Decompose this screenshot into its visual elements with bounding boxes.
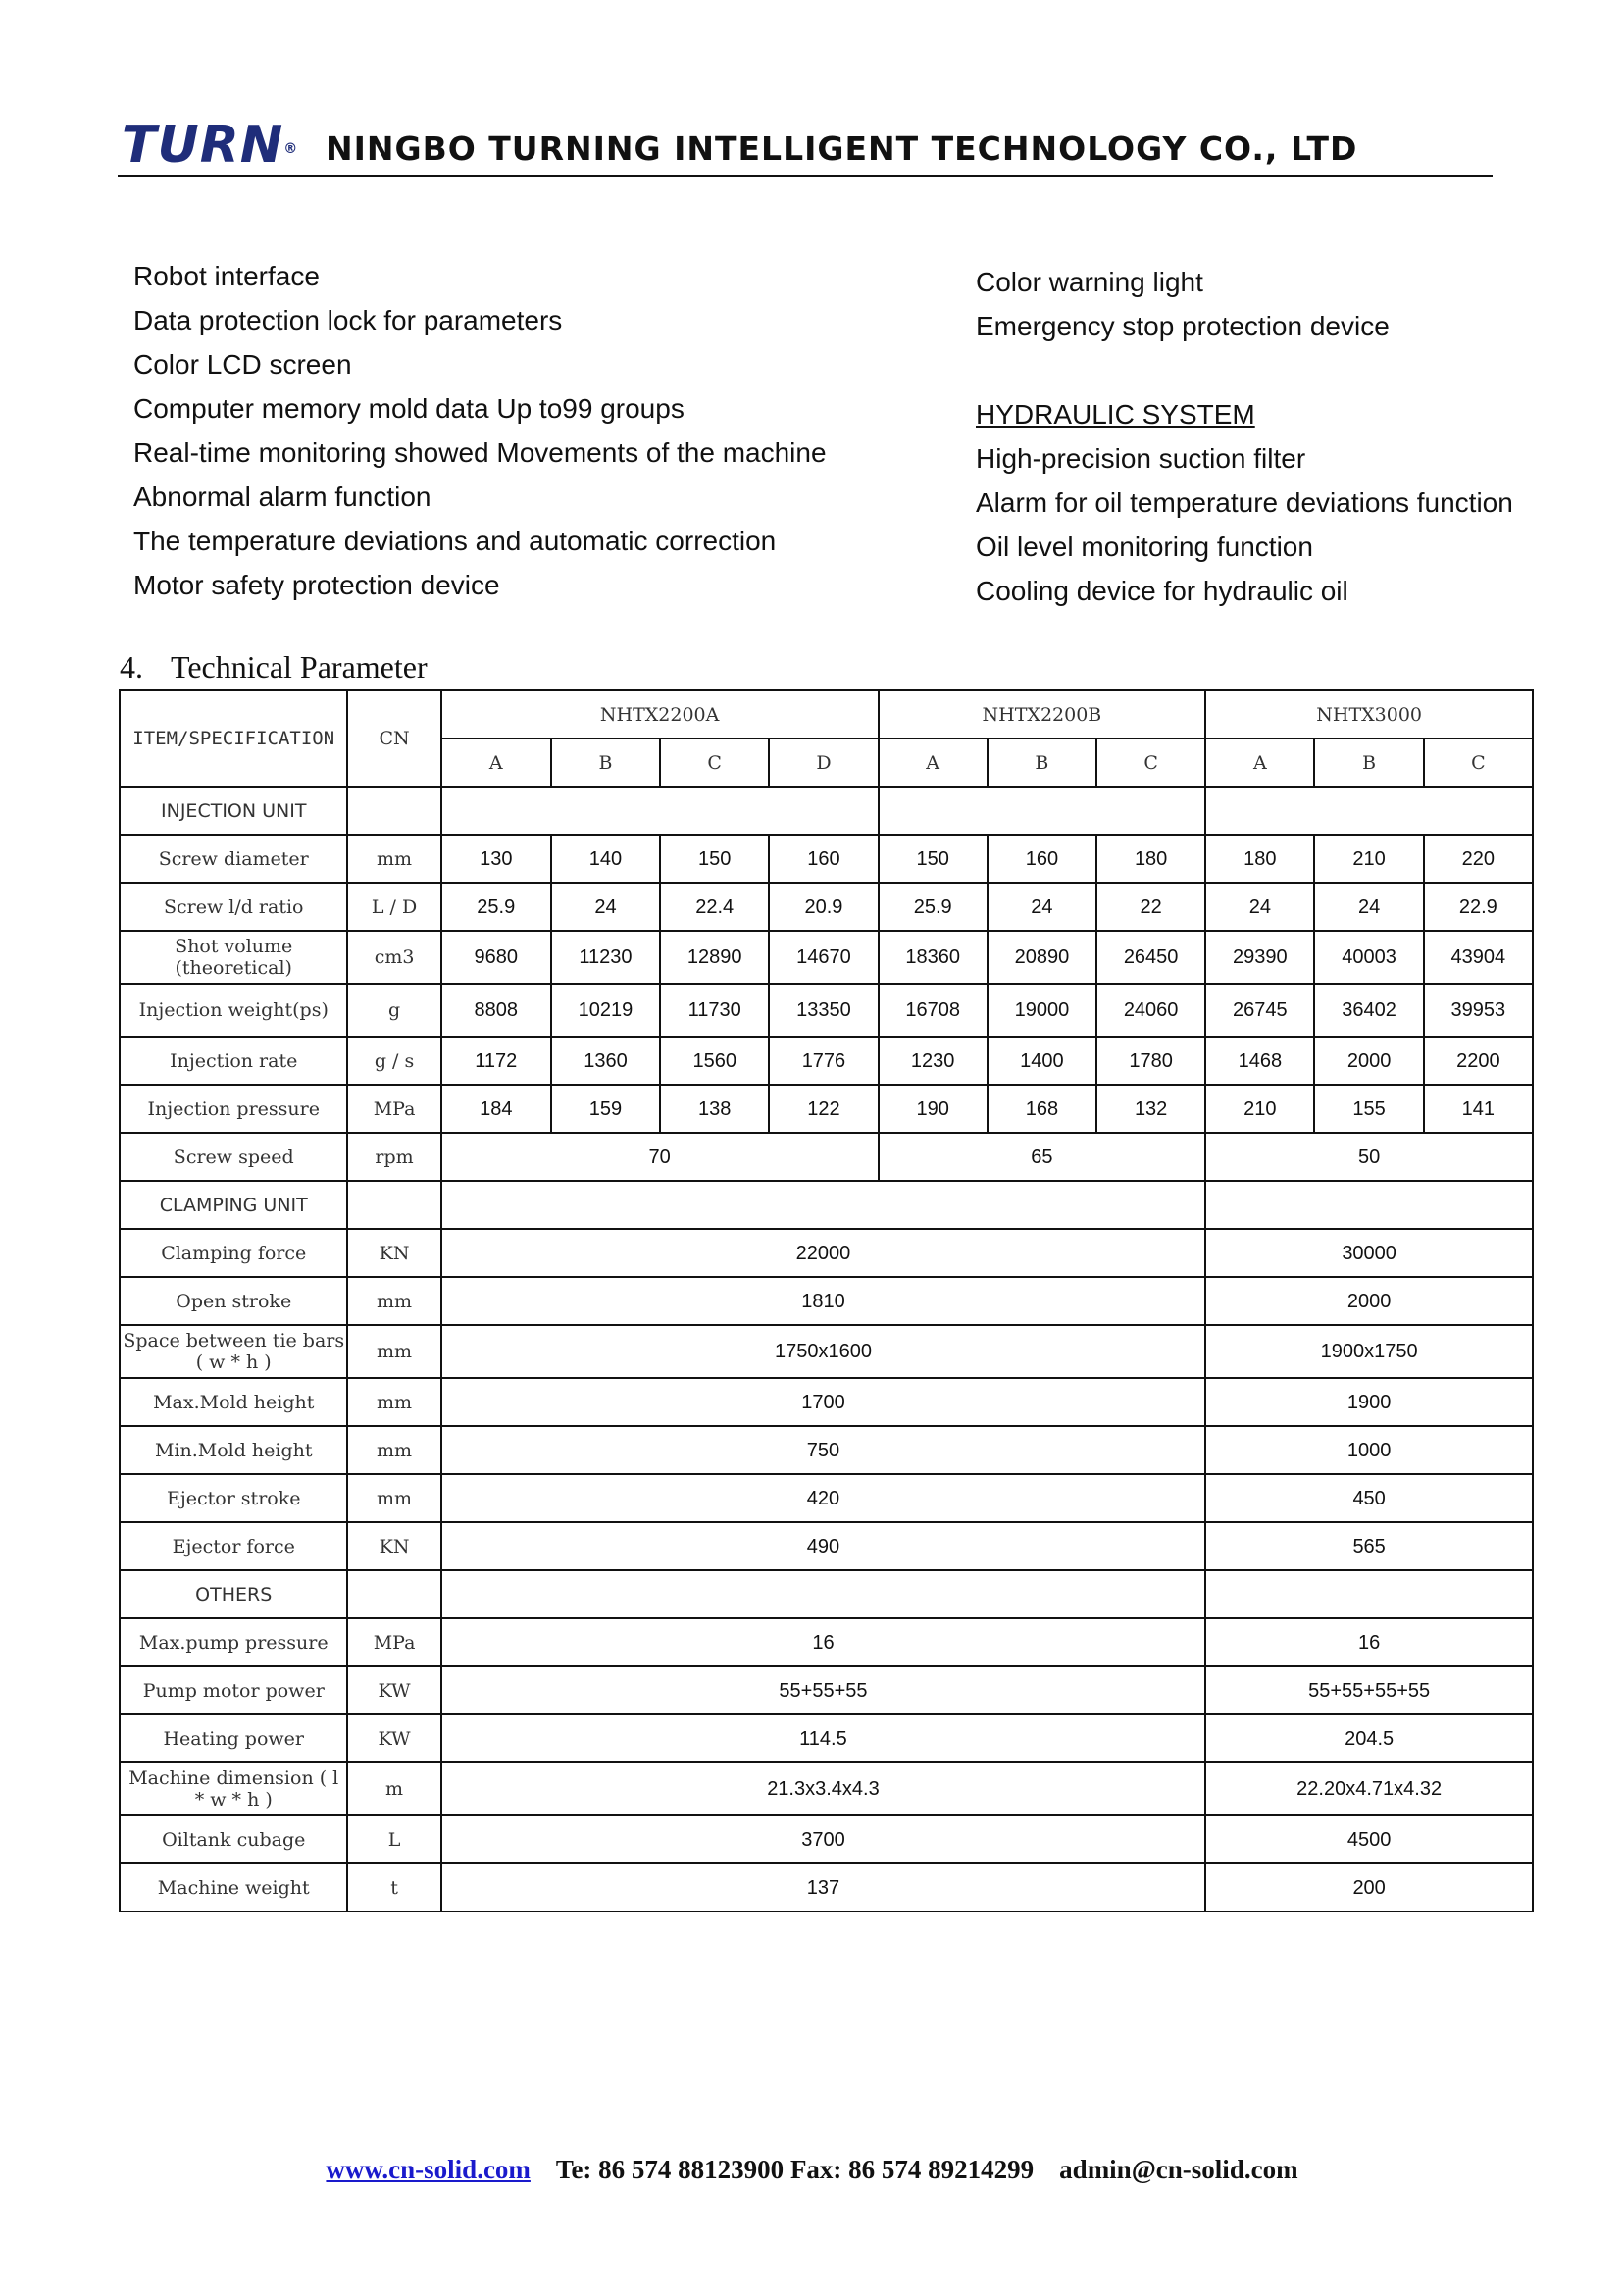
spec-value: 29390 — [1205, 931, 1314, 984]
model-header: NHTX3000 — [1205, 690, 1533, 739]
spec-value: 19000 — [988, 984, 1096, 1037]
spec-label: Max.pump pressure — [120, 1618, 347, 1666]
spec-value: 1400 — [988, 1037, 1096, 1085]
variant-header: B — [1314, 739, 1423, 787]
spec-value: 1000 — [1205, 1426, 1533, 1474]
section-label: OTHERS — [120, 1570, 347, 1618]
spec-value: 2000 — [1314, 1037, 1423, 1085]
spec-value: 39953 — [1424, 984, 1533, 1037]
spec-value: 26745 — [1205, 984, 1314, 1037]
spec-value: 180 — [1096, 835, 1205, 883]
feature-item: Color LCD screen — [133, 349, 352, 380]
spec-value: 180 — [1205, 835, 1314, 883]
spec-row — [120, 1762, 1533, 1815]
spec-row — [120, 1474, 1533, 1522]
spec-unit: m — [347, 1762, 440, 1815]
spec-value: 114.5 — [441, 1714, 1206, 1762]
feature-item: Robot interface — [133, 261, 320, 291]
spec-value: 70 — [441, 1133, 879, 1181]
spec-unit: mm — [347, 835, 440, 883]
hydraulic-system-heading: HYDRAULIC SYSTEM — [976, 399, 1255, 430]
footer-tel: Te: 86 574 88123900 — [555, 2155, 785, 2184]
spec-row — [120, 1714, 1533, 1762]
spec-value: 36402 — [1314, 984, 1423, 1037]
technical-parameter-table — [119, 689, 1534, 1912]
spec-label: Clamping force — [120, 1229, 347, 1277]
spec-value: 22.9 — [1424, 883, 1533, 931]
spec-value: 20.9 — [769, 883, 878, 931]
spec-value: 24 — [988, 883, 1096, 931]
company-logo — [122, 116, 298, 175]
spec-label: Screw speed — [120, 1133, 347, 1181]
spec-value: 25.9 — [879, 883, 988, 931]
spec-value: 16 — [1205, 1618, 1533, 1666]
spec-value: 132 — [1096, 1085, 1205, 1133]
spec-value: 10219 — [551, 984, 660, 1037]
spec-value: 40003 — [1314, 931, 1423, 984]
spec-value: 141 — [1424, 1085, 1533, 1133]
section-label: CLAMPING UNIT — [120, 1181, 347, 1229]
spec-value: 1230 — [879, 1037, 988, 1085]
spec-value: 13350 — [769, 984, 878, 1037]
feature-item: High-precision suction filter — [976, 443, 1306, 474]
spec-value: 22000 — [441, 1229, 1206, 1277]
empty-cell — [347, 787, 440, 835]
variant-header: C — [1424, 739, 1533, 787]
spec-label: Open stroke — [120, 1277, 347, 1325]
spec-value: 8808 — [441, 984, 551, 1037]
spec-label: Ejector force — [120, 1522, 347, 1570]
feature-item: Abnormal alarm function — [133, 482, 431, 512]
spec-unit: MPa — [347, 1085, 440, 1133]
spec-value: 24 — [551, 883, 660, 931]
model-header: NHTX2200A — [441, 690, 879, 739]
spec-value: 204.5 — [1205, 1714, 1533, 1762]
feature-item: Alarm for oil temperature deviations function — [976, 487, 1513, 518]
spec-unit: mm — [347, 1277, 440, 1325]
spec-label: Heating power — [120, 1714, 347, 1762]
spec-value: 210 — [1205, 1085, 1314, 1133]
spec-value: 1780 — [1096, 1037, 1205, 1085]
spec-label: Screw diameter — [120, 835, 347, 883]
spec-label: Injection pressure — [120, 1085, 347, 1133]
spec-value: 50 — [1205, 1133, 1533, 1181]
company-name: NINGBO TURNING INTELLIGENT TECHNOLOGY CO., LTD — [326, 129, 1358, 168]
spec-value: 1750x1600 — [441, 1325, 1206, 1378]
spec-value: 450 — [1205, 1474, 1533, 1522]
feature-item: Oil level monitoring function — [976, 532, 1313, 562]
variant-header: A — [441, 739, 551, 787]
section-number: 4. — [120, 649, 143, 685]
feature-item: Motor safety protection device — [133, 570, 500, 600]
page-footer — [0, 2155, 1624, 2185]
spec-value: 9680 — [441, 931, 551, 984]
spec-value: 168 — [988, 1085, 1096, 1133]
spec-value: 184 — [441, 1085, 551, 1133]
empty-cell — [1205, 1570, 1533, 1618]
spec-row — [120, 1522, 1533, 1570]
footer-fax: Fax: 86 574 89214299 — [789, 2155, 1035, 2184]
model-header-row — [120, 690, 1533, 739]
spec-value: 26450 — [1096, 931, 1205, 984]
empty-cell — [1205, 1181, 1533, 1229]
spec-row — [120, 883, 1533, 931]
spec-value: 138 — [660, 1085, 769, 1133]
spec-unit: cm3 — [347, 931, 440, 984]
section-label: INJECTION UNIT — [120, 787, 347, 835]
spec-value: 150 — [879, 835, 988, 883]
spec-value: 21.3x3.4x4.3 — [441, 1762, 1206, 1815]
variant-header: A — [1205, 739, 1314, 787]
spec-label: Max.Mold height — [120, 1378, 347, 1426]
spec-row — [120, 984, 1533, 1037]
spec-unit: KN — [347, 1522, 440, 1570]
logo-text: TURN — [122, 116, 284, 175]
spec-value: 1560 — [660, 1037, 769, 1085]
spec-value: 130 — [441, 835, 551, 883]
spec-value: 12890 — [660, 931, 769, 984]
spec-value: 150 — [660, 835, 769, 883]
spec-value: 2000 — [1205, 1277, 1533, 1325]
spec-value: 24 — [1314, 883, 1423, 931]
spec-unit: mm — [347, 1325, 440, 1378]
spec-value: 1172 — [441, 1037, 551, 1085]
empty-cell — [347, 1570, 440, 1618]
spec-unit: g / s — [347, 1037, 440, 1085]
spec-value: 25.9 — [441, 883, 551, 931]
spec-unit: KW — [347, 1714, 440, 1762]
spec-value: 565 — [1205, 1522, 1533, 1570]
empty-cell — [347, 1181, 440, 1229]
spec-value: 155 — [1314, 1085, 1423, 1133]
variant-header: B — [988, 739, 1096, 787]
spec-label: Shot volume (theoretical) — [120, 931, 347, 984]
spec-value: 190 — [879, 1085, 988, 1133]
variant-header: D — [769, 739, 878, 787]
spec-label: Pump motor power — [120, 1666, 347, 1714]
spec-value: 420 — [441, 1474, 1206, 1522]
spec-label: Machine weight — [120, 1863, 347, 1912]
spec-row — [120, 1666, 1533, 1714]
spec-value: 200 — [1205, 1863, 1533, 1912]
spec-label: Injection rate — [120, 1037, 347, 1085]
spec-value: 18360 — [879, 931, 988, 984]
spec-value: 1468 — [1205, 1037, 1314, 1085]
spec-value: 22.20x4.71x4.32 — [1205, 1762, 1533, 1815]
spec-value: 24 — [1205, 883, 1314, 931]
spec-value: 22.4 — [660, 883, 769, 931]
spec-row — [120, 835, 1533, 883]
spec-value: 20890 — [988, 931, 1096, 984]
spec-value: 55+55+55+55 — [1205, 1666, 1533, 1714]
spec-row — [120, 1229, 1533, 1277]
spec-value: 1360 — [551, 1037, 660, 1085]
empty-cell — [1205, 787, 1533, 835]
spec-value: 750 — [441, 1426, 1206, 1474]
section-title — [120, 649, 428, 686]
spec-value: 160 — [769, 835, 878, 883]
empty-cell — [879, 787, 1206, 835]
spec-value: 1776 — [769, 1037, 878, 1085]
spec-value: 16708 — [879, 984, 988, 1037]
spec-value: 22 — [1096, 883, 1205, 931]
spec-row — [120, 1325, 1533, 1378]
website-link[interactable]: www.cn-solid.com — [326, 2155, 531, 2184]
variant-header: C — [660, 739, 769, 787]
spec-unit: g — [347, 984, 440, 1037]
feature-item: Real-time monitoring showed Movements of the machine — [133, 437, 827, 468]
spec-unit: KW — [347, 1666, 440, 1714]
spec-unit: rpm — [347, 1133, 440, 1181]
spec-label: Min.Mold height — [120, 1426, 347, 1474]
spec-row — [120, 1815, 1533, 1863]
spec-value: 1700 — [441, 1378, 1206, 1426]
variant-header: A — [879, 739, 988, 787]
spec-value: 490 — [441, 1522, 1206, 1570]
feature-item: Cooling device for hydraulic oil — [976, 576, 1348, 606]
variant-header: B — [551, 739, 660, 787]
spec-value: 137 — [441, 1863, 1206, 1912]
spec-value: 220 — [1424, 835, 1533, 883]
spec-value: 160 — [988, 835, 1096, 883]
spec-value: 3700 — [441, 1815, 1206, 1863]
features-left-column — [133, 254, 827, 607]
variant-header: C — [1096, 739, 1205, 787]
spec-value: 140 — [551, 835, 660, 883]
empty-cell — [441, 1570, 1206, 1618]
spec-value: 1900x1750 — [1205, 1325, 1533, 1378]
spec-value: 11730 — [660, 984, 769, 1037]
spec-row — [120, 1863, 1533, 1912]
spec-row — [120, 1133, 1533, 1181]
spec-row — [120, 1378, 1533, 1426]
section-row — [120, 1181, 1533, 1229]
spec-unit: mm — [347, 1378, 440, 1426]
spec-unit: mm — [347, 1474, 440, 1522]
spec-unit: MPa — [347, 1618, 440, 1666]
spec-value: 11230 — [551, 931, 660, 984]
spec-value: 43904 — [1424, 931, 1533, 984]
spec-unit: mm — [347, 1426, 440, 1474]
features-right-column — [976, 260, 1513, 613]
spec-label: Machine dimension ( l * w * h ) — [120, 1762, 347, 1815]
spec-value: 16 — [441, 1618, 1206, 1666]
spec-value: 30000 — [1205, 1229, 1533, 1277]
spec-row — [120, 1426, 1533, 1474]
spec-unit: t — [347, 1863, 440, 1912]
section-title-text: Technical Parameter — [171, 649, 428, 685]
feature-item: The temperature deviations and automatic correction — [133, 526, 777, 556]
spec-row — [120, 1085, 1533, 1133]
section-row — [120, 1570, 1533, 1618]
spec-row — [120, 1618, 1533, 1666]
header-divider — [118, 175, 1493, 177]
spec-value: 24060 — [1096, 984, 1205, 1037]
feature-item: Computer memory mold data Up to99 groups — [133, 393, 685, 424]
spec-value: 14670 — [769, 931, 878, 984]
spec-value: 122 — [769, 1085, 878, 1133]
spec-unit: L — [347, 1815, 440, 1863]
spec-label: Injection weight(ps) — [120, 984, 347, 1037]
page-header — [118, 116, 1491, 177]
item-specification-header: ITEM/SPECIFICATION — [120, 690, 347, 787]
spec-row — [120, 1277, 1533, 1325]
spec-unit: L / D — [347, 883, 440, 931]
spec-value: 1810 — [441, 1277, 1206, 1325]
feature-item: Color warning light — [976, 267, 1203, 297]
spec-row — [120, 931, 1533, 984]
spec-label: Ejector stroke — [120, 1474, 347, 1522]
spec-value: 2200 — [1424, 1037, 1533, 1085]
spec-value: 210 — [1314, 835, 1423, 883]
spec-label: Screw l/d ratio — [120, 883, 347, 931]
spec-row — [120, 1037, 1533, 1085]
feature-item: Emergency stop protection device — [976, 311, 1390, 341]
cn-header: CN — [347, 690, 440, 787]
spec-value: 55+55+55 — [441, 1666, 1206, 1714]
empty-cell — [441, 787, 879, 835]
spacer — [976, 348, 1513, 392]
model-header: NHTX2200B — [879, 690, 1206, 739]
spec-unit: KN — [347, 1229, 440, 1277]
spec-value: 1900 — [1205, 1378, 1533, 1426]
spec-label: Space between tie bars ( w * h ) — [120, 1325, 347, 1378]
section-row — [120, 787, 1533, 835]
spec-value: 65 — [879, 1133, 1206, 1181]
footer-email: admin@cn-solid.com — [1059, 2155, 1298, 2184]
spec-value: 4500 — [1205, 1815, 1533, 1863]
registered-mark: ® — [283, 141, 299, 157]
feature-item: Data protection lock for parameters — [133, 305, 563, 335]
spec-label: Oiltank cubage — [120, 1815, 347, 1863]
spec-value: 159 — [551, 1085, 660, 1133]
empty-cell — [441, 1181, 1206, 1229]
